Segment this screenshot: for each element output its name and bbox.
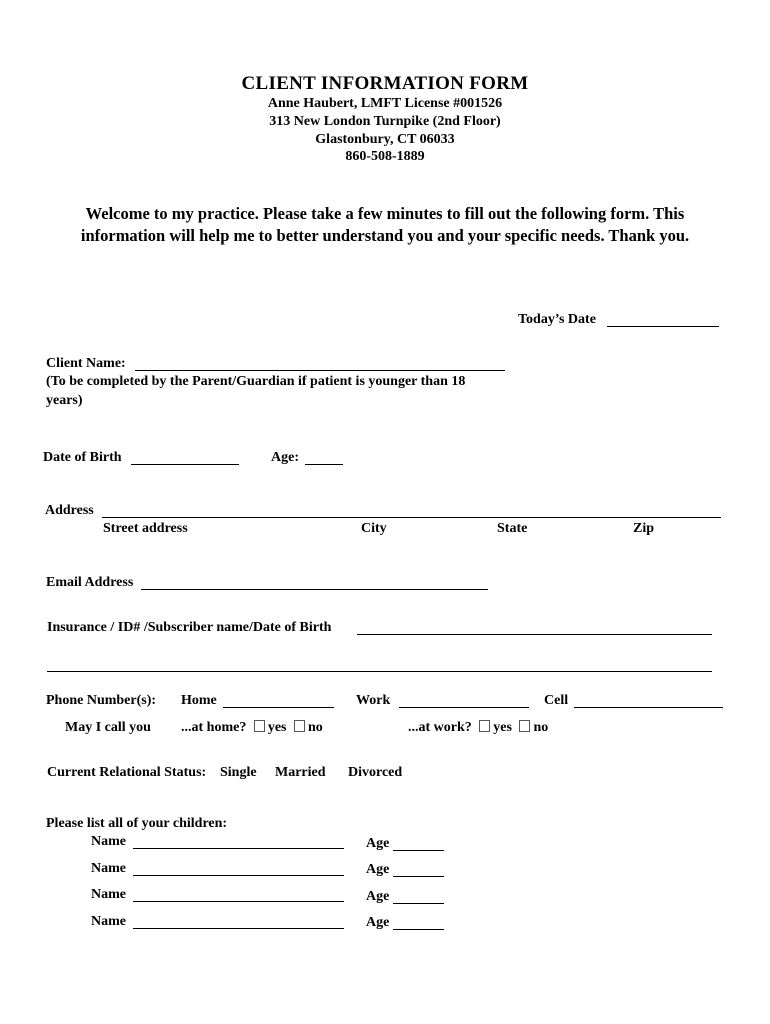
child-name-label: Name — [91, 861, 126, 876]
call-at-home-group — [181, 720, 323, 736]
cell-phone-label: Cell — [544, 693, 569, 708]
child-name-label: Name — [91, 834, 126, 849]
at-home-label: ...at home? — [181, 720, 247, 735]
state-caption: State — [497, 521, 528, 536]
address-field[interactable] — [102, 517, 721, 518]
welcome-line-2: information will help me to better understand you and your specific needs. Thank you. — [80, 226, 690, 245]
home-no-label: no — [308, 720, 323, 735]
home-no-checkbox[interactable] — [294, 720, 305, 732]
work-phone-label: Work — [356, 693, 391, 708]
address-label: Address — [45, 503, 94, 518]
email-field[interactable] — [141, 589, 488, 590]
home-yes-checkbox[interactable] — [254, 720, 265, 732]
work-yes-label: yes — [493, 720, 512, 735]
home-phone-field[interactable] — [223, 707, 334, 708]
dob-field[interactable] — [131, 464, 239, 465]
child-age-label: Age — [366, 836, 390, 851]
practice-phone: 860-508-1889 — [345, 149, 425, 164]
child-name-field[interactable] — [133, 848, 344, 849]
child-age-label: Age — [366, 862, 390, 877]
child-name-field[interactable] — [133, 875, 344, 876]
child-age-label: Age — [366, 889, 390, 904]
at-work-label: ...at work? — [408, 720, 472, 735]
child-age-field[interactable] — [393, 876, 444, 877]
child-age-label: Age — [366, 915, 390, 930]
may-i-call-label: May I call you — [65, 720, 151, 735]
phone-numbers-label: Phone Number(s): — [46, 693, 157, 708]
practice-address-line2: Glastonbury, CT 06033 — [315, 132, 455, 147]
child-age-field[interactable] — [393, 903, 444, 904]
client-name-note-line1: (To be completed by the Parent/Guardian if patient is younger than 18 — [46, 374, 466, 389]
form-title: CLIENT INFORMATION FORM — [241, 73, 529, 94]
email-label: Email Address — [46, 575, 134, 590]
child-name-field[interactable] — [133, 928, 344, 929]
relational-status-label: Current Relational Status: — [47, 765, 207, 780]
street-address-caption: Street address — [103, 521, 188, 536]
child-name-label: Name — [91, 887, 126, 902]
children-prompt: Please list all of your children: — [46, 816, 228, 831]
status-divorced-option[interactable]: Divorced — [348, 765, 403, 780]
client-name-label: Client Name: — [46, 356, 126, 371]
home-phone-label: Home — [181, 693, 217, 708]
welcome-line-1: Welcome to my practice. Please take a few minutes to fill out the following form. This — [85, 204, 685, 223]
call-at-work-group — [408, 720, 548, 736]
age-label: Age: — [271, 450, 299, 465]
insurance-label: Insurance / ID# /Subscriber name/Date of Birth — [47, 620, 332, 635]
child-age-field[interactable] — [393, 929, 444, 930]
client-name-note-line2: years) — [46, 393, 83, 408]
todays-date-field[interactable] — [607, 326, 719, 327]
insurance-field[interactable] — [357, 634, 712, 635]
practice-address-line1: 313 New London Turnpike (2nd Floor) — [269, 114, 501, 129]
dob-label: Date of Birth — [43, 450, 122, 465]
cell-phone-field[interactable] — [574, 707, 723, 708]
practitioner-name: Anne Haubert, LMFT License #001526 — [267, 96, 503, 111]
age-field[interactable] — [305, 464, 343, 465]
work-no-checkbox[interactable] — [519, 720, 530, 732]
todays-date-label: Today’s Date — [518, 312, 596, 327]
child-name-field[interactable] — [133, 901, 344, 902]
zip-caption: Zip — [633, 521, 655, 536]
city-caption: City — [361, 521, 387, 536]
work-phone-field[interactable] — [399, 707, 529, 708]
child-age-field[interactable] — [393, 850, 444, 851]
client-name-field[interactable] — [135, 370, 505, 371]
insurance-field-continued[interactable] — [47, 671, 712, 672]
status-married-option[interactable]: Married — [275, 765, 326, 780]
status-single-option[interactable]: Single — [220, 765, 257, 780]
home-yes-label: yes — [267, 720, 287, 735]
work-yes-checkbox[interactable] — [479, 720, 490, 732]
child-name-label: Name — [91, 914, 126, 929]
work-no-label: no — [533, 720, 549, 735]
